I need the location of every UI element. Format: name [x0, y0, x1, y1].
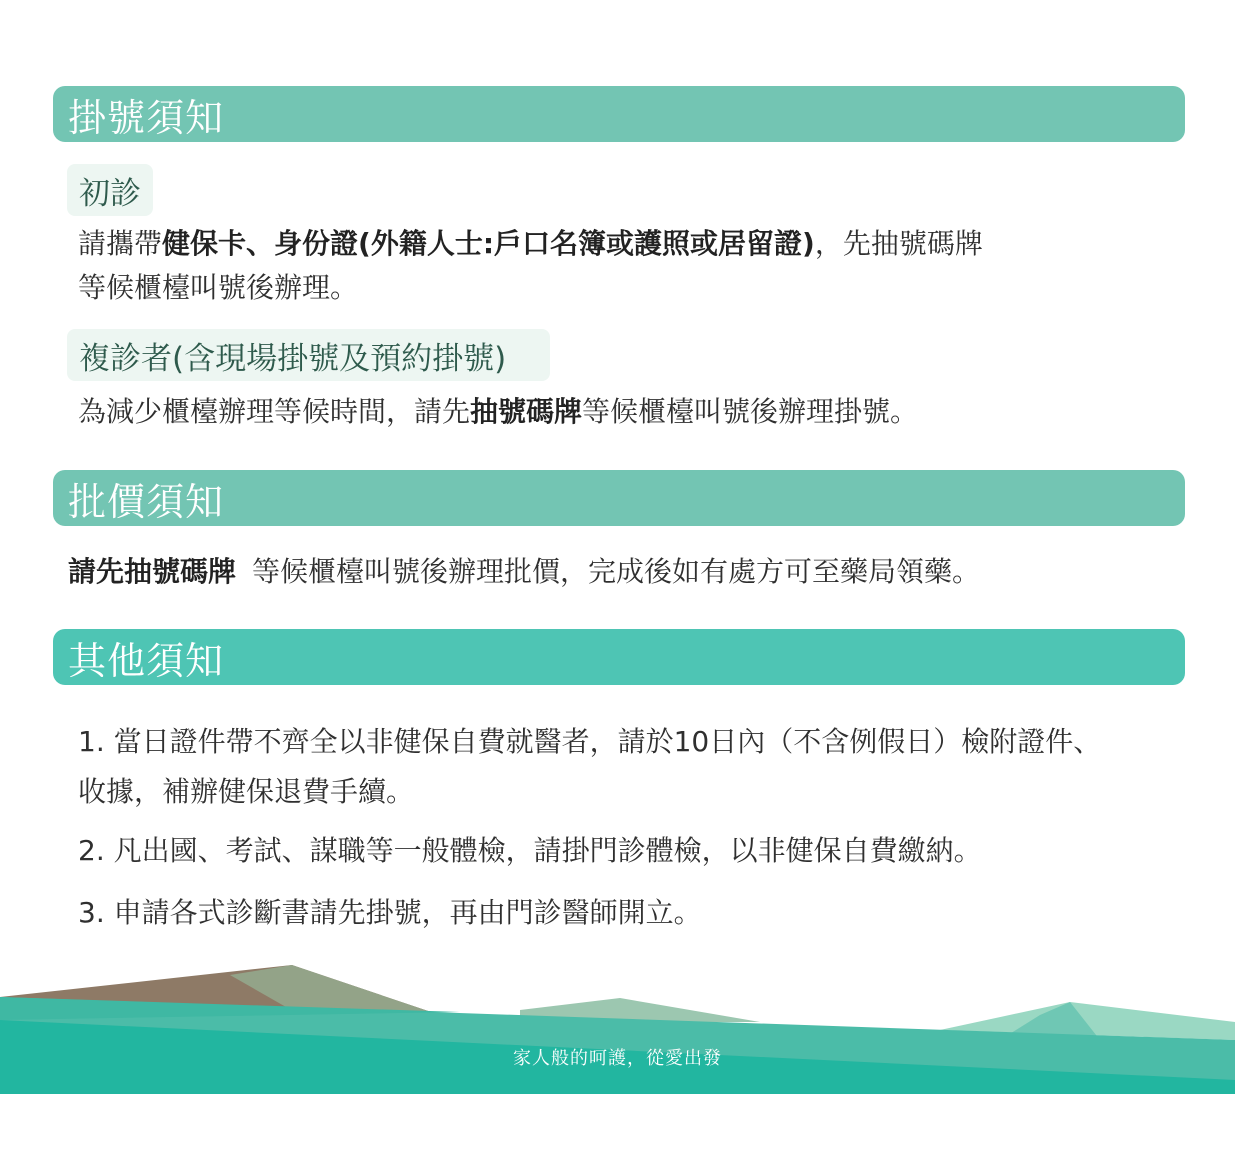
return-visit-suffix: 等候櫃檯叫號後辦理掛號。 — [582, 395, 919, 428]
footer-tagline: 家人般的呵護，從愛出發 — [513, 1048, 722, 1069]
return-visit-prefix: 為減少櫃檯辦理等候時間，請先 — [78, 395, 471, 428]
first-visit-line2: 等候櫃檯叫號後辦理。 — [78, 271, 359, 304]
first-visit-prefix: 請攜帶 — [78, 227, 163, 260]
other-item-1-line1: 1. 當日證件帶不齊全以非健保自費就醫者，請於10日內（不含例假日）檢附證件、 — [78, 725, 1102, 758]
other-item-1 — [78, 717, 1101, 817]
pricing-text: 等候櫃檯叫號後辦理批價，完成後如有處方可至藥局領藥。 — [252, 555, 981, 588]
return-visit-instructions — [78, 390, 918, 434]
first-visit-documents: 健保卡、身份證(外籍人士:戶口名簿或護照或居留證) — [162, 227, 815, 260]
pricing-header — [53, 470, 1185, 526]
return-visit-subheading — [67, 329, 550, 381]
pricing-bold: 請先抽號碼牌 — [68, 555, 237, 588]
pricing-instructions — [68, 550, 980, 594]
first-visit-label: 初診 — [79, 175, 141, 212]
other-title: 其他須知 — [68, 638, 225, 683]
other-header — [53, 629, 1185, 685]
pricing-title: 批價須知 — [68, 479, 225, 524]
registration-title: 掛號須知 — [68, 95, 225, 140]
other-item-2: 2. 凡出國、考試、謀職等一般體檢，請掛門診體檢，以非健保自費繳納。 — [78, 834, 982, 867]
first-visit-subheading — [67, 164, 153, 216]
return-visit-label: 複診者(含現場掛號及預約掛號) — [79, 340, 507, 377]
first-visit-suffix: ，先抽號碼牌 — [814, 227, 983, 260]
registration-header — [53, 86, 1185, 142]
footer-mountain-illustration — [0, 960, 1235, 1094]
first-visit-instructions — [78, 222, 983, 310]
return-visit-bold: 抽號碼牌 — [470, 395, 583, 428]
other-item-3: 3. 申請各式診斷書請先掛號，再由門診醫師開立。 — [78, 896, 702, 929]
other-item-1-line2: 收據，補辦健保退費手續。 — [78, 775, 415, 808]
first-visit-line1 — [78, 222, 983, 266]
